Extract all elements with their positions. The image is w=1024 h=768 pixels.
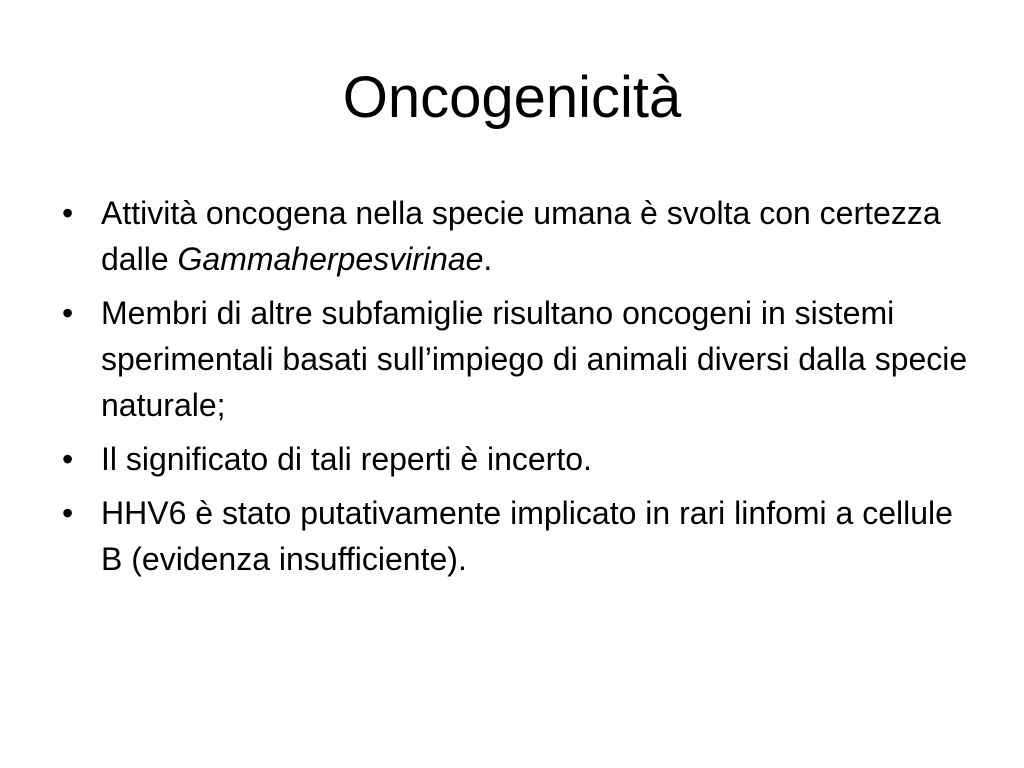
bullet-item-significance [62, 436, 982, 482]
bullet-list [62, 190, 982, 590]
bullet-text: Membri di altre subfamiglie risultano oncogeni in sistemi sperimentali basati sull’impiego di animali diversi dalla specie naturale; [101, 295, 968, 423]
bullet-item-subfamilies [62, 290, 982, 428]
slide-title: Oncogenicità [342, 65, 682, 130]
bullet-item-hhv6 [62, 490, 982, 582]
bullet-item-gammaherpesvirinae [62, 190, 982, 282]
bullet-text [101, 195, 941, 277]
bullet-text: Il significato di tali reperti è incerto. [101, 441, 592, 477]
bullet-text-suffix: . [483, 241, 493, 277]
bullet-text-main: Attività oncogena nella specie umana è svolta con certezza dalle [101, 195, 941, 277]
bullet-dot-icon: • [62, 441, 74, 477]
bullet-text: HHV6 è stato putativamente implicato in rari linfomi a cellule B (evidenza insufficiente). [101, 495, 953, 577]
bullet-dot-icon: • [62, 295, 74, 331]
bullet-dot-icon: • [62, 195, 74, 231]
bullet-dot-icon: • [62, 495, 74, 531]
bullet-text-italic: Gammaherpesvirinae [177, 241, 484, 277]
